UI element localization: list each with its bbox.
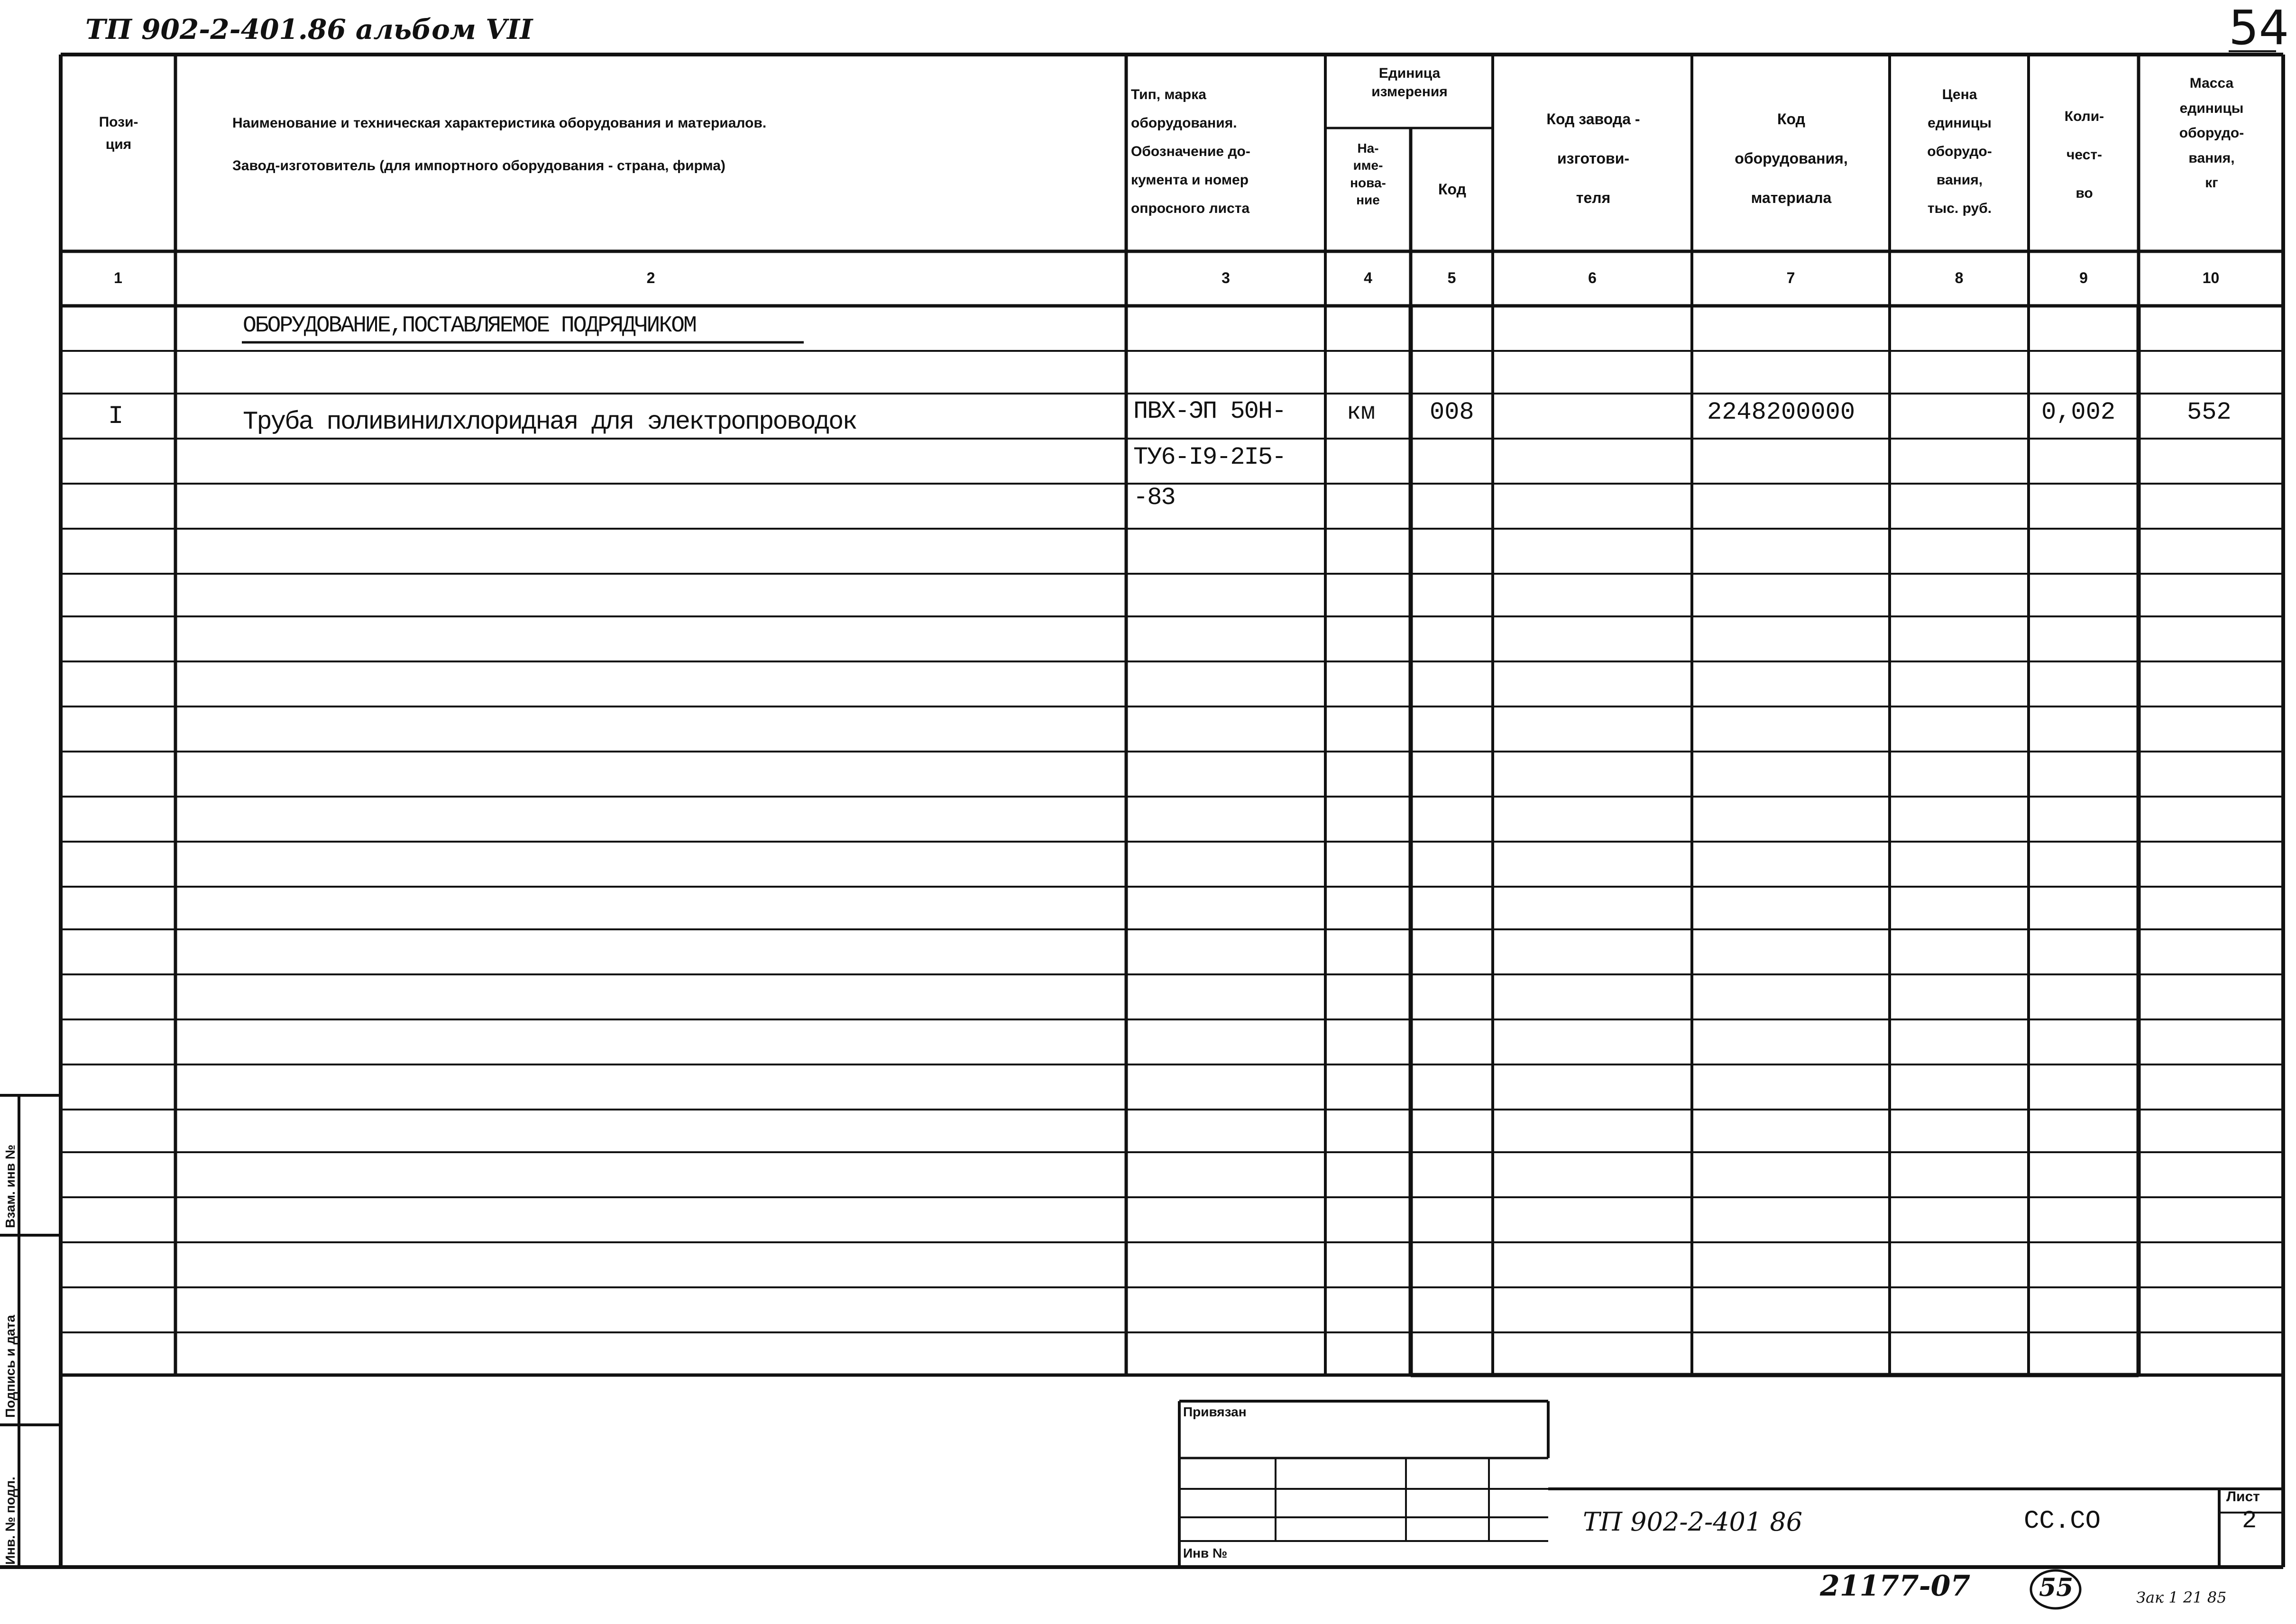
col-num-6: 6: [1588, 269, 1597, 286]
item-name: Труба поливинилхлоридная для электропроводок: [243, 408, 856, 437]
list-number: 2: [2242, 1507, 2257, 1535]
col-num-5: 5: [1447, 269, 1456, 286]
col-title-7: Код оборудования, материала: [1735, 110, 1848, 207]
inv-no-label: Инв №: [1183, 1546, 1228, 1560]
stamp-inv: Инв. № подл.: [3, 1477, 18, 1565]
item-type-line-2: ТУ6-I9-2I5-: [1133, 443, 1286, 471]
stamp-podpis: Подпись и дата: [3, 1315, 18, 1418]
item-quantity: 0,002: [2041, 398, 2116, 426]
list-label: Лист: [2226, 1489, 2260, 1505]
stamp-vzam: Взам. инв №: [3, 1145, 18, 1228]
col-title-3: Тип, марка оборудования. Обозначение до- кумента и номер опросного листа: [1131, 87, 1250, 216]
col-title-10: Масса единицы оборудо- вания, кг: [2179, 75, 2244, 191]
col-title-5: Код: [1438, 181, 1466, 198]
item-type-line-3: -83: [1133, 484, 1175, 512]
doc-code: ТП 902-2-401 86: [1583, 1507, 1803, 1537]
col-num-10: 10: [2202, 269, 2220, 286]
col-title-2: Наименование и техническая характеристика оборудования и материалов. Завод-изготовитель (для импортного оборудования - страна, фирма): [232, 115, 767, 174]
col-num-1: 1: [114, 269, 122, 286]
col-num-4: 4: [1364, 269, 1372, 286]
page-corner-number: 54: [2229, 0, 2289, 55]
section-title: ОБОРУДОВАНИЕ,ПОСТАВЛЯЕМОЕ ПОДРЯДЧИКОМ: [243, 313, 696, 339]
item-mass: 552: [2187, 398, 2232, 426]
item-equipment-code: 2248200000: [1707, 398, 1855, 426]
unit-group-title: Единица измерения: [1371, 65, 1448, 100]
col-title-6: Код завода - изготови- теля: [1546, 110, 1640, 207]
circle-number: 55: [2039, 1573, 2074, 1602]
privyazan-label: Привязан: [1183, 1404, 1247, 1419]
col-title-8: Цена единицы оборудо- вания, тыс. руб.: [1927, 87, 1992, 216]
item-unit-name: км: [1347, 399, 1376, 426]
col-num-8: 8: [1955, 269, 1964, 286]
doc-suffix: СС.СО: [2024, 1507, 2101, 1536]
footer-note: Зак 1 21 85: [2136, 1588, 2227, 1606]
item-type-line-1: ПВХ-ЭП 50Н-: [1133, 397, 1286, 425]
col-num-3: 3: [1221, 269, 1230, 286]
archive-number: 21177-07: [1820, 1569, 1971, 1603]
col-num-9: 9: [2079, 269, 2088, 286]
item-position: I: [108, 402, 124, 431]
col-title-1: Пози- ция: [99, 114, 138, 152]
doc-header: ТП 902-2-401.86 альбом VII: [85, 13, 533, 46]
col-title-9: Коли- чест- во: [2064, 109, 2104, 201]
col-title-4: На- име- нова- ние: [1350, 141, 1386, 208]
item-unit-code: 008: [1430, 398, 1474, 426]
col-num-2: 2: [646, 269, 655, 286]
col-num-7: 7: [1786, 269, 1795, 286]
